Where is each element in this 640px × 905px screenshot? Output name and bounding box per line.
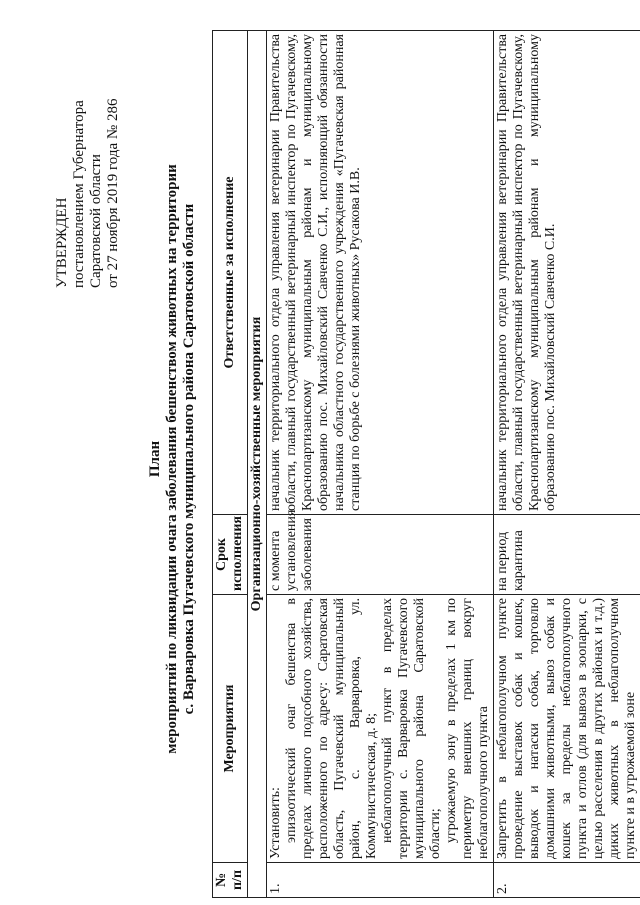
row-number: 2.	[494, 863, 640, 898]
table-header-row	[213, 31, 248, 898]
approval-line-4: от 27 ноября 2019 года № 286	[105, 98, 121, 288]
measure-cell: Запретить в неблагополучном пункте проведение выставок собак и кошек, выводок и натаски собак, торговлю домашними животными, вывоз собак и кошек за пределы неблагополучного пункта и отлов (для вывоза в зоопарки, с целью расселения в других районах и т.д.) диких животных в неблагополучном пункте и в угрожаемой зоне	[494, 595, 640, 863]
deadline-cell: на период карантина	[494, 515, 640, 595]
header-num: № п/п	[213, 863, 248, 898]
title-line-1: План	[147, 440, 163, 478]
title-line-2: мероприятий по ликвидации очага заболевания бешенством животных на территории	[164, 164, 180, 754]
measure-paragraph: угрожаемую зону в пределах 1 км по периметру внешних границ вокруг неблагополучного пункта	[444, 598, 491, 859]
table-row	[494, 31, 640, 898]
table-row	[267, 31, 494, 898]
approval-line-1: УТВЕРЖДЕН	[54, 197, 70, 288]
measure-paragraph: эпизоотический очаг бешенства в пределах личного подсобного хозяйства, расположенного по адресу: Саратовская область, Пугачевский муниципальный район, с. Варваровка, ул. Коммунистическая, д. 8;	[284, 598, 379, 859]
approval-line-2: постановлением Губернатора	[71, 100, 87, 288]
document-title	[147, 33, 198, 885]
title-line-3: с. Варваровка Пугачевского муниципального района Саратовской области	[181, 203, 197, 715]
approval-line-3: Саратовской области	[88, 154, 104, 288]
header-deadline: Срок исполнения	[213, 515, 248, 595]
measure-cell	[267, 595, 494, 863]
section-title: Организационно-хозяйственные мероприятия	[248, 31, 267, 898]
header-measures: Мероприятия	[213, 595, 248, 863]
measure-title: Установить:	[268, 787, 283, 859]
section-row	[248, 31, 267, 898]
approval-stamp	[54, 28, 122, 288]
row-number: 1.	[267, 863, 494, 898]
plan-table	[212, 30, 640, 898]
responsible-cell: начальник территориального отдела управления ветеринарии Правительства области, главный государственный ветеринарный инспектор по Пугачевскому, Краснопартизанскому муниципальным районам и муниципальному образованию пос. Михайловский Савченко С.И., исполняющий обязанности начальника областного государственного учреждения «Пугачевская районная станция по борьбе с болезнями животных» Русакова И.В.	[267, 31, 494, 515]
deadline-cell: с момента установления заболевания	[267, 515, 494, 595]
header-responsible: Ответственные за исполнение	[213, 31, 248, 515]
measure-paragraph: неблагополучный пункт в пределах территории с. Варваровка Пугачевского муниципального района Саратовской области;	[380, 598, 443, 859]
responsible-cell: начальник территориального отдела управления ветеринарии Правительства области, главный государственный ветеринарный инспектор по Пугачевскому, Краснопартизанскому муниципальным районам и муниципальному образованию пос. Михайловский Савченко С.И.	[494, 31, 640, 515]
